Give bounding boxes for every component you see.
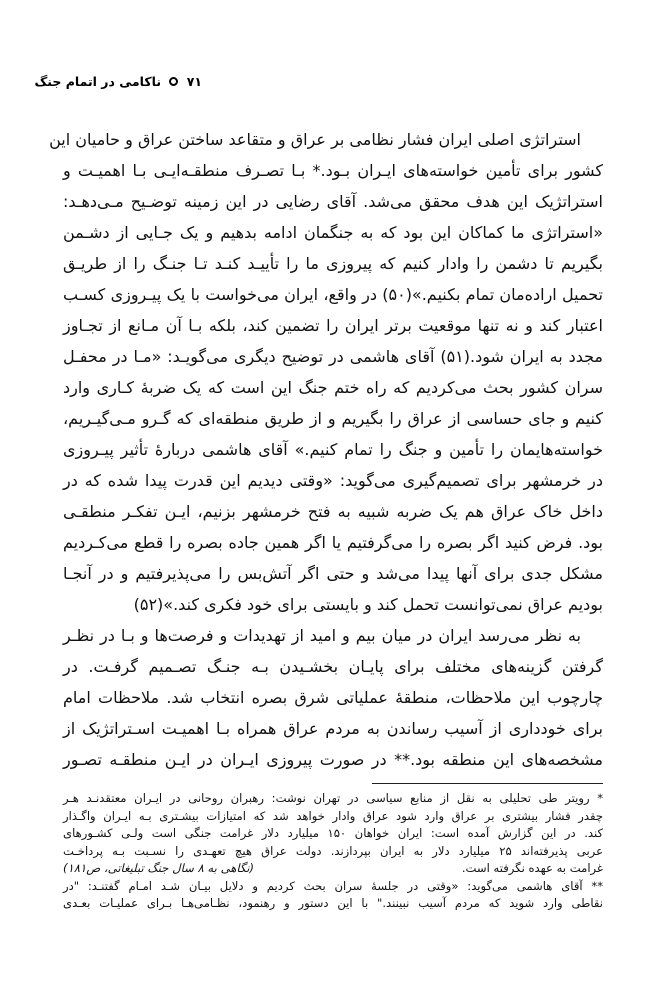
- footnote-line: غرامت به عهده نگرفته است.: [461, 861, 603, 875]
- body-line: بگیریم تا دشمن را وادار کنیم که پیروزی ما را تأییـد کنـد تـا جنـگ را از طریـق: [63, 254, 603, 273]
- footnote-line: چقدر فشار بیشتری بر عراق وارد شود عراق وادار خواهد شد که امتیازات بیشـتری بـه ایـران واگـذار: [63, 808, 603, 823]
- footnote-line: * رویتر طی تحلیلی به نقل از منابع سیاسی در تهران نوشت: رهبران روحانی در ایـران معتقدنـد هـر: [63, 791, 603, 805]
- body-line: به نظر می‌رسد ایران در میان بیم و امید از تهدیدات و فرصت‌ها و بـا در نظـر: [63, 626, 581, 645]
- footnote-line-with-citation: [63, 860, 603, 878]
- footnote-line: نقاطی وارد شوید که مردم آسیب نبینند." با این دستور و رهنمود، نظـامی‌هـا بـرای عملیـات بعـدی: [63, 896, 603, 910]
- body-line: مشکل جدی برای آنها پیدا می‌شد و حتی اگر آتش‌بس را می‌پذیرفتیم و در آنجـا: [63, 564, 603, 583]
- body-line: تحمیل اراده‌مان تمام بکنیم.»(۵۰) در واقع، ایران می‌خواست با یک پیـروزی کسـب: [63, 285, 603, 304]
- body-line: مشخصه‌های این منطقه بود.** در صورت پیروزی ایـران در ایـن منطقـه تصـور: [63, 750, 603, 769]
- body-line: برای خودداری از آسیب رساندن به مردم عراق همراه بـا اهمیـت اسـتراتژیک از: [63, 719, 603, 738]
- body-line: چارچوب این ملاحظات، منطقهٔ عملیاتی شرق بصره انتخاب شد. ملاحظات امام: [63, 688, 603, 707]
- body-line: «استراتژی ما کماکان این بود که به جنگمان ادامه بدهیم و یک جـایی از دشـمن: [63, 223, 603, 242]
- body-line: کنیم و جای حساسی از عراق را بگیریم و از طریق منطقه‌ای که گـرو مـی‌گیـریم،: [63, 409, 603, 428]
- body-line: در خرمشهر برای تصمیم‌گیری می‌گوید: «وقتی دیدیم این قدرت پیدا شده که در: [63, 471, 603, 490]
- body-line: استراتژیک این هدف محقق می‌شد. آقای رضایی در این زمینه توضـیح مـی‌دهـد:: [63, 192, 603, 211]
- body-line: بودیم عراق نمی‌توانست تحمل کند و بایستی برای خود فکری کند.»(۵۲): [133, 595, 603, 614]
- footnote-divider: [372, 783, 603, 784]
- body-line: کشور برای تأمین خواسته‌های ایـران بـود.* بـا تصـرف منطقـه‌ایـی بـا اهمیـت و: [63, 161, 603, 180]
- page-number: ۷۱: [186, 74, 202, 89]
- footnote-citation: (نگاهی به ۸ سال جنگ تبلیغاتی، ص۱۸۱): [63, 861, 255, 875]
- body-line: گرفتن گزینه‌های مختلف برای پایـان بخشـیدن بـه جنـگ تصـمیم گرفـت. در: [63, 657, 603, 676]
- body-line: داخل خاک عراق هم یک ضربه شبیه به فتح خرمشهر بزنیم، ایـن تفکـر منطقـی: [63, 502, 603, 521]
- footnote-line: کند. در این گزارش آمده است: ایران خواهان ۱۵۰ میلیارد دلار غرامت جنگی است ولـی کشـورهای: [63, 826, 603, 840]
- circle-separator-icon: [169, 77, 178, 86]
- body-line: خواسته‌هایمان را تأمین و جنگ را تمام کنیم.» آقای هاشمی دربارهٔ تأثیر پیـروزی: [63, 440, 603, 459]
- body-line: استراتژی اصلی ایران فشار نظامی بر عراق و متقاعد ساختن عراق و حامیان این: [49, 130, 581, 149]
- body-line: مجدد به ایران شود.(۵۱) آقای هاشمی در توضیح دیگری می‌گویـد: «مـا در محفـل: [63, 347, 603, 366]
- running-header: [34, 74, 202, 89]
- footnote-line: ** آقای هاشمی می‌گوید: «وقتی در جلسهٔ سران بحث کردیم و دلایل بیـان شـد امـام گفتنـد: "در: [63, 878, 603, 893]
- footnote-line: عربی پذیرفته‌اند ۲۵ میلیارد دلار به ایران بپردازند. دولت عراق هیچ تعهـدی را نسـبت بـه پرداخـت: [63, 843, 603, 858]
- body-text: [49, 124, 603, 775]
- chapter-title: ناکامی در اتمام جنگ: [34, 74, 162, 89]
- body-line: سران کشور بحث می‌کردیم که راه ختم جنگ این است که یک ضربهٔ کـاری وارد: [63, 378, 603, 397]
- body-line: اعتبار کند و نه تنها موقعیت برتر ایران را تضمین کند، بلکه بـا آن مـانع از تجـاوز: [63, 316, 603, 335]
- footnotes: [63, 790, 603, 913]
- body-line: بود. فرض کنید اگر بصره را می‌گرفتیم یا اگر همین جاده بصره را قطع می‌کـردیم: [63, 533, 603, 552]
